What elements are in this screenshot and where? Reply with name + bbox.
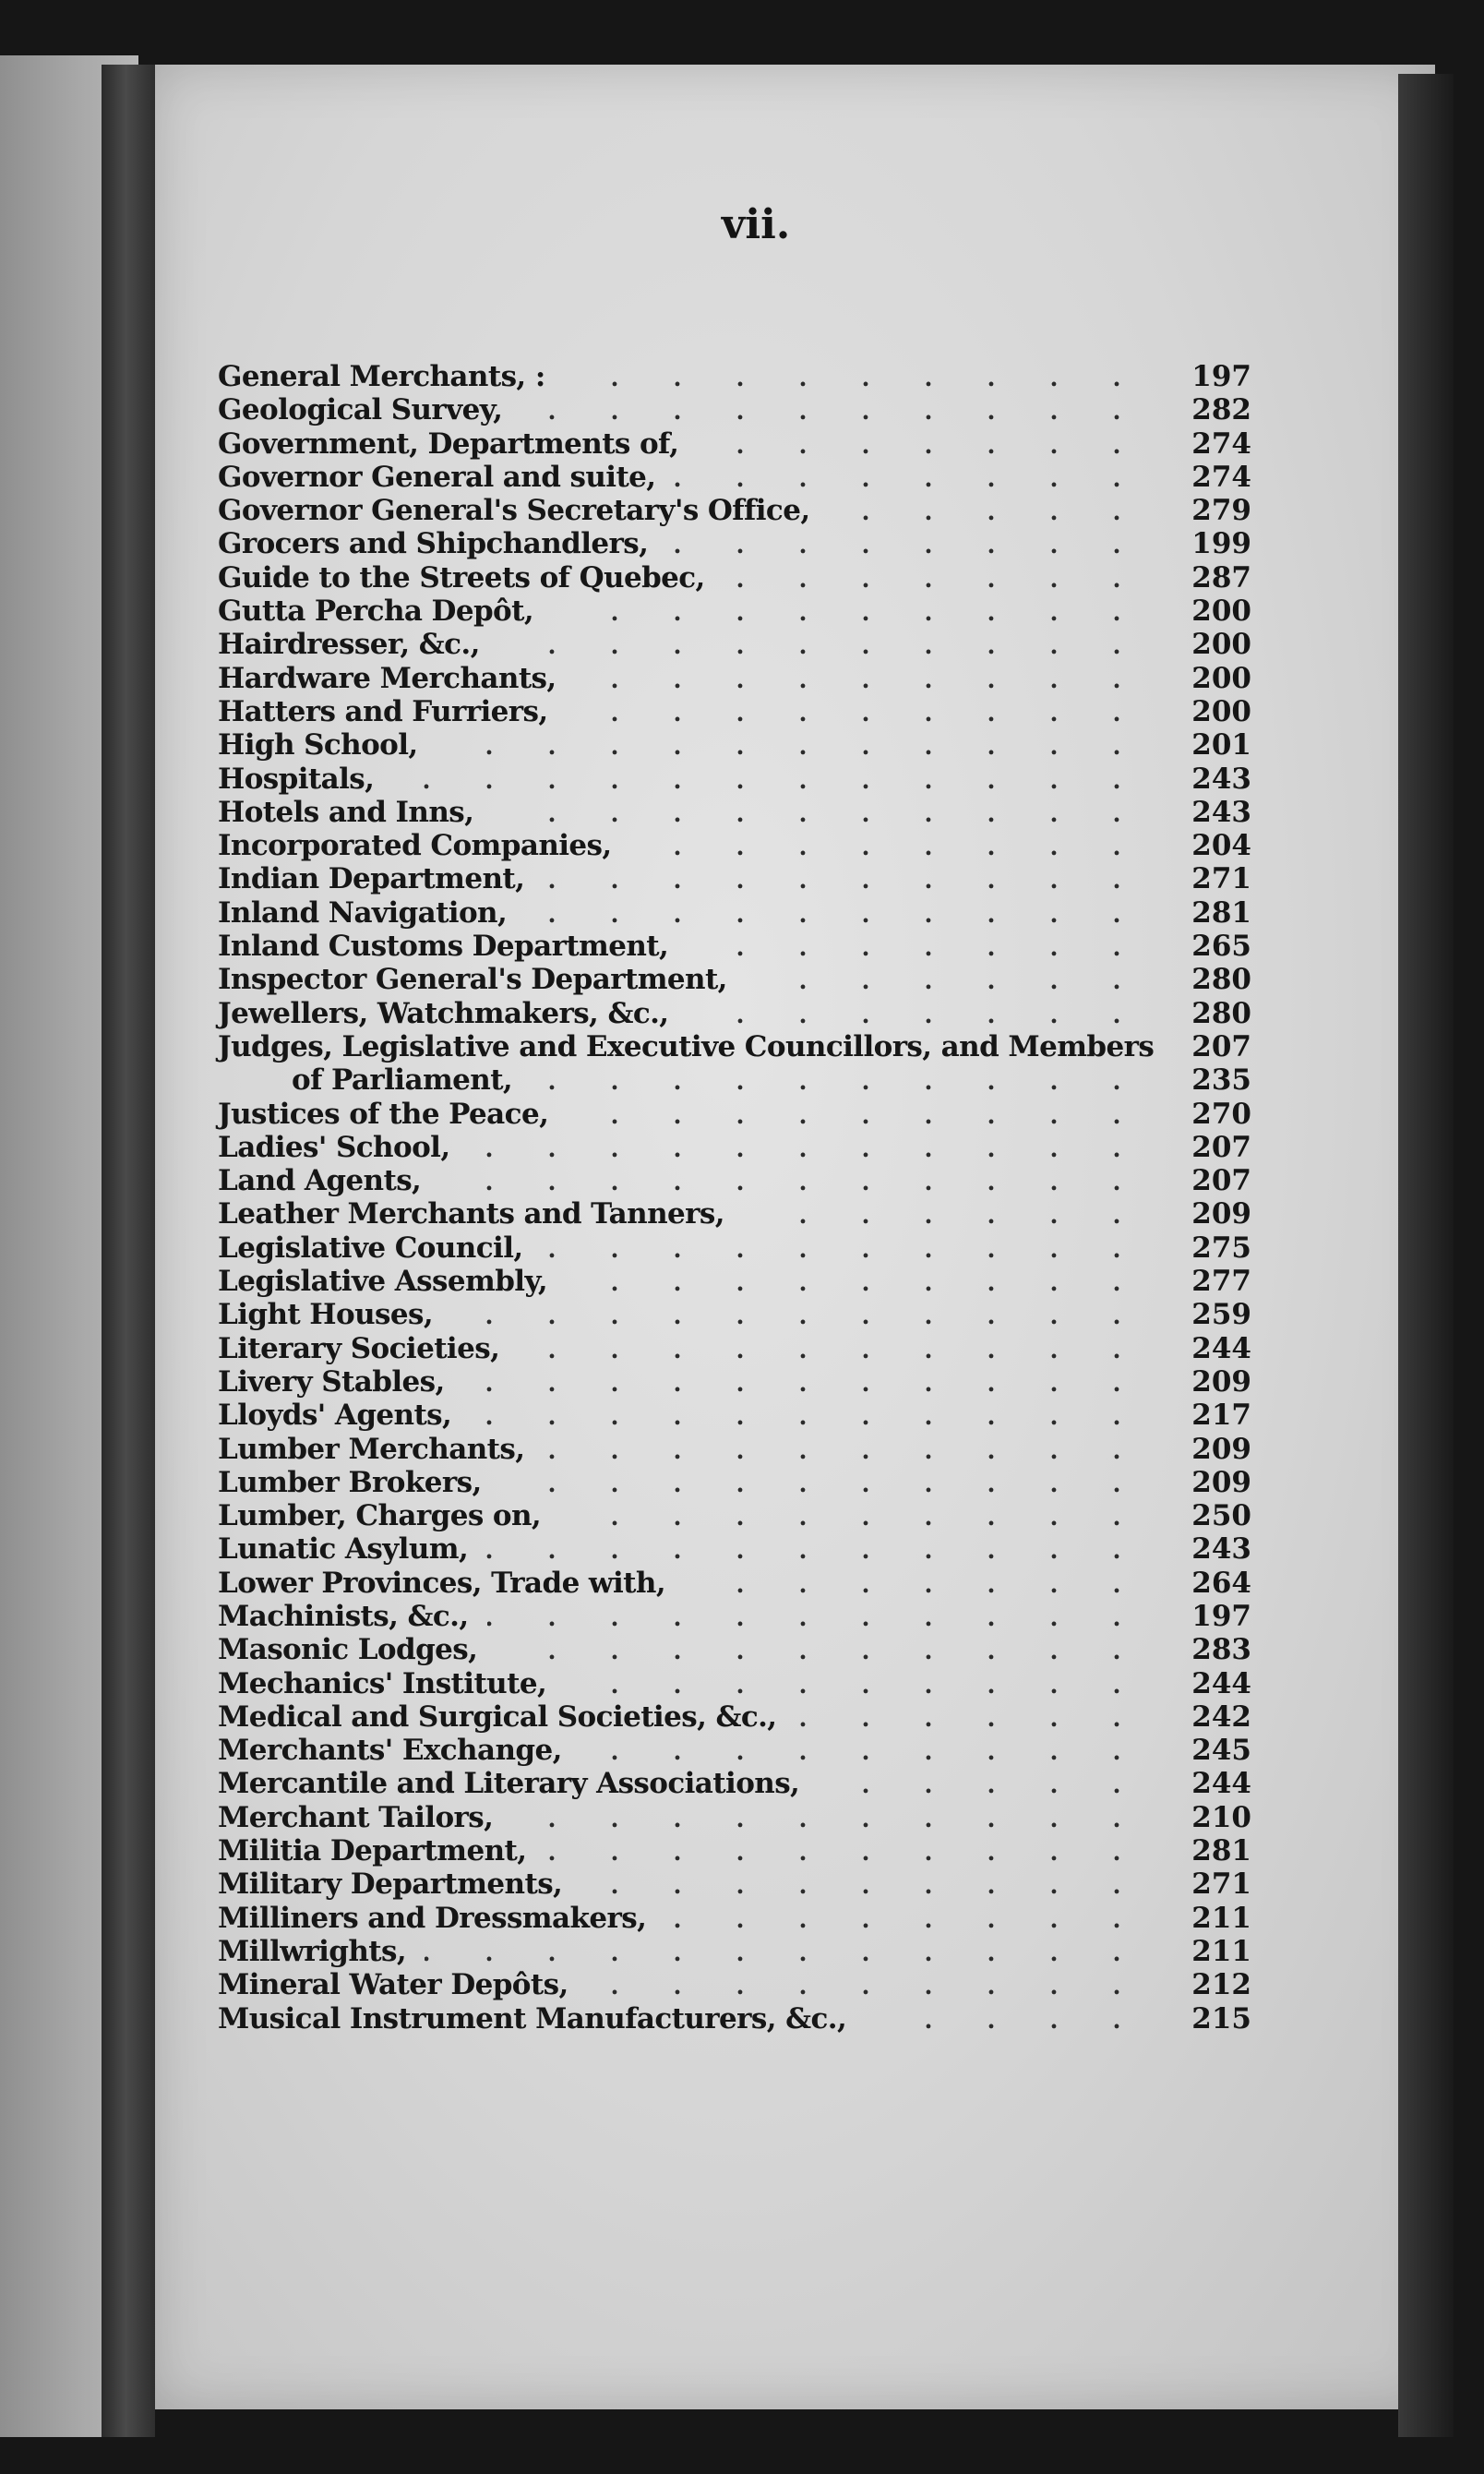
index-entry-title: Ladies' School, (218, 1130, 450, 1164)
index-entry-page: 275 (1191, 1231, 1251, 1265)
index-entry-title: Literary Societies, (218, 1331, 500, 1365)
dot-leader (425, 1935, 1178, 1968)
index-entry-title: Lumber Brokers, (218, 1465, 482, 1499)
index-entry (218, 1902, 1251, 1935)
index-entry (218, 1532, 1251, 1566)
index-entry-page: 209 (1191, 1465, 1251, 1499)
index-entry-title: Inland Navigation, (218, 895, 508, 930)
index-entry (218, 1030, 1251, 1063)
index-entry-page: 199 (1191, 527, 1251, 561)
dot-leader (675, 461, 1178, 494)
dot-leader (511, 1801, 1178, 1834)
index-entry (218, 1164, 1251, 1197)
dot-leader (743, 1197, 1178, 1231)
index-entry-page: 200 (1191, 594, 1251, 629)
page-number: vii. (721, 201, 791, 248)
dot-leader (567, 1098, 1178, 1131)
index-entry-title: Musical Instrument Manufacturers, &c., (218, 2001, 847, 2036)
index-entry (218, 494, 1251, 527)
dot-leader (559, 1499, 1178, 1532)
dot-leader (545, 1834, 1178, 1868)
index-entry (218, 1365, 1251, 1399)
index-entry-title: Inspector General's Department, (218, 963, 727, 997)
index-entry-title: Mechanics' Institute, (218, 1666, 547, 1700)
index-entry-title: Hatters and Furriers, (218, 694, 548, 728)
index-entry-title: Lunatic Asylum, (218, 1532, 469, 1567)
index-entry-page: 243 (1191, 1532, 1251, 1567)
index-entry-page: 274 (1191, 460, 1251, 494)
index-entry-title: Judges, Legislative and Executive Councillors, and Members (218, 1029, 1155, 1063)
index-entry-page: 282 (1191, 393, 1251, 427)
index-entry-page: 242 (1191, 1699, 1251, 1734)
index-entry-title: Hairdresser, &c., (218, 628, 480, 662)
index-entry-title: of Parliament, (292, 1063, 513, 1098)
index-entry-title: Milliners and Dressmakers, (218, 1901, 647, 1935)
dot-leader (724, 561, 1178, 594)
index-entry-page: 245 (1191, 1734, 1251, 1768)
index-entry (218, 662, 1251, 695)
index-entry (218, 561, 1251, 594)
index-entry-title: Lumber Merchants, (218, 1432, 525, 1466)
index-entry (218, 763, 1251, 796)
index-entry (218, 829, 1251, 862)
index-entry (218, 1063, 1251, 1097)
index-list (218, 360, 1251, 2036)
index-entry-page: 277 (1191, 1265, 1251, 1299)
index-entry-title: Hotels and Inns, (218, 795, 474, 829)
index-entry (218, 1633, 1251, 1666)
index-entry-title: General Merchants, : (218, 360, 545, 393)
dot-leader (587, 1968, 1178, 2001)
index-entry-page: 281 (1191, 1834, 1251, 1868)
index-entry-title: Militia Department, (218, 1834, 527, 1868)
index-entry (218, 628, 1251, 661)
dot-leader (525, 896, 1178, 930)
index-entry-title: High School, (218, 728, 418, 763)
dot-leader (542, 1231, 1178, 1265)
index-entry-page: 250 (1191, 1499, 1251, 1533)
dot-leader (392, 763, 1178, 796)
index-entry-title: Light Houses, (218, 1298, 434, 1332)
index-entry-page: 274 (1191, 426, 1251, 461)
dot-leader (565, 1667, 1178, 1700)
index-entry (218, 1968, 1251, 2001)
index-entry (218, 896, 1251, 930)
index-entry (218, 695, 1251, 728)
index-entry (218, 997, 1251, 1030)
dot-leader (566, 1265, 1178, 1298)
index-entry-title: Justices of the Peace, (218, 1097, 549, 1131)
dot-leader (746, 963, 1178, 996)
index-entry-title: Medical and Surgical Societies, &c., (218, 1699, 777, 1734)
index-entry-title: Leather Merchants and Tanners, (218, 1197, 724, 1231)
index-entry-title: Military Departments, (218, 1868, 563, 1902)
index-entry-title: Merchants' Exchange, (218, 1734, 562, 1768)
index-entry-page: 271 (1191, 862, 1251, 896)
index-entry-title: Legislative Assembly, (218, 1265, 548, 1299)
index-entry-page: 264 (1191, 1566, 1251, 1600)
index-entry-title: Indian Department, (218, 862, 525, 896)
dot-leader (487, 1600, 1178, 1633)
index-entry-page: 210 (1191, 1800, 1251, 1834)
index-entry-page: 244 (1191, 1767, 1251, 1801)
index-entry-page: 209 (1191, 1364, 1251, 1399)
index-entry-title: Guide to the Streets of Quebec, (218, 560, 705, 594)
index-entry-page: 209 (1191, 1197, 1251, 1231)
index-entry-title: Mercantile and Literary Associations, (218, 1767, 800, 1801)
index-entry-page: 215 (1191, 2001, 1251, 2036)
index-entry (218, 360, 1251, 393)
index-entry-page: 197 (1191, 1599, 1251, 1633)
dot-leader (498, 628, 1178, 661)
index-entry (218, 862, 1251, 895)
index-entry-page: 287 (1191, 560, 1251, 594)
index-entry-page: 212 (1191, 1968, 1251, 2002)
index-entry-page: 207 (1191, 1164, 1251, 1198)
index-entry-page: 200 (1191, 694, 1251, 728)
index-entry-page: 244 (1191, 1666, 1251, 1700)
index-entry-page: 207 (1191, 1029, 1251, 1063)
index-entry (218, 1767, 1251, 1800)
index-entry (218, 1197, 1251, 1231)
index-entry-title: Hardware Merchants, (218, 661, 556, 695)
dot-leader (543, 862, 1178, 895)
index-entry (218, 1131, 1251, 1164)
index-entry (218, 393, 1251, 426)
index-entry (218, 1231, 1251, 1265)
index-entry (218, 1667, 1251, 1700)
index-entry-page: 280 (1191, 963, 1251, 997)
index-entry (218, 1834, 1251, 1868)
dot-leader (580, 1734, 1178, 1767)
index-entry-page: 243 (1191, 762, 1251, 796)
index-entry-title: Incorporated Companies, (218, 829, 612, 863)
index-entry (218, 1935, 1251, 1968)
index-entry (218, 728, 1251, 762)
dot-leader (865, 2002, 1178, 2036)
dot-leader (518, 1332, 1178, 1365)
index-entry (218, 796, 1251, 829)
dot-leader (796, 1700, 1178, 1734)
index-entry-page: 271 (1191, 1868, 1251, 1902)
index-entry (218, 1868, 1251, 1901)
index-entry-title: Grocers and Shipchandlers, (218, 527, 649, 561)
index-entry-page: 200 (1191, 661, 1251, 695)
index-entry-title: Government, Departments of, (218, 426, 679, 461)
index-entry-title: Governor General's Secretary's Office, (218, 494, 810, 528)
index-entry (218, 1332, 1251, 1365)
dot-leader (486, 1532, 1178, 1566)
dot-leader (664, 1902, 1178, 1935)
index-entry-title: Hospitals, (218, 762, 375, 796)
dot-leader (531, 1063, 1178, 1097)
dot-leader (451, 1298, 1178, 1331)
dot-leader (666, 527, 1178, 560)
index-entry (218, 963, 1251, 996)
dot-leader (492, 796, 1178, 829)
dot-leader (684, 1567, 1178, 1600)
index-entry-page: 201 (1191, 728, 1251, 763)
index-entry-title: Lower Provinces, Trade with, (218, 1566, 666, 1600)
index-entry-title: Gutta Percha Depôt, (218, 594, 534, 629)
index-entry-title: Land Agents, (218, 1164, 422, 1198)
index-entry-page: 204 (1191, 829, 1251, 863)
index-entry-page: 270 (1191, 1097, 1251, 1131)
index-entry (218, 1600, 1251, 1633)
index-entry-title: Geological Survey, (218, 393, 503, 427)
dot-leader (439, 1164, 1178, 1197)
index-entry (218, 2002, 1251, 2036)
index-entry-page: 209 (1191, 1432, 1251, 1466)
index-entry-title: Jewellers, Watchmakers, &c., (218, 996, 669, 1030)
page-right-edge (1398, 74, 1454, 2437)
index-entry (218, 1499, 1251, 1532)
index-entry (218, 1433, 1251, 1466)
index-entry-page: 243 (1191, 795, 1251, 829)
index-entry (218, 930, 1251, 963)
index-entry-page: 200 (1191, 628, 1251, 662)
index-entry (218, 1734, 1251, 1767)
index-entry (218, 1700, 1251, 1734)
index-entry-title: Governor General and suite, (218, 460, 656, 494)
index-entry-title: Inland Customs Department, (218, 930, 669, 964)
index-entry-title: Legislative Council, (218, 1231, 523, 1265)
index-entry-page: 259 (1191, 1298, 1251, 1332)
index-entry-page: 235 (1191, 1063, 1251, 1098)
index-entry (218, 1567, 1251, 1600)
dot-leader (687, 930, 1178, 963)
dot-leader (575, 662, 1178, 695)
index-entry (218, 461, 1251, 494)
dot-leader (688, 997, 1178, 1030)
index-entry-page: 281 (1191, 895, 1251, 930)
index-entry-title: Mineral Water Depôts, (218, 1968, 568, 2002)
index-entry (218, 1399, 1251, 1432)
index-entry (218, 1801, 1251, 1834)
index-entry-page: 279 (1191, 494, 1251, 528)
index-entry (218, 527, 1251, 560)
dot-leader (580, 1868, 1178, 1901)
index-entry-title: Lloyds' Agents, (218, 1399, 452, 1433)
dot-leader (630, 829, 1178, 862)
index-entry-page: 265 (1191, 930, 1251, 964)
index-entry (218, 1466, 1251, 1499)
index-entry-title: Merchant Tailors, (218, 1800, 494, 1834)
dot-leader (567, 695, 1178, 728)
dot-leader (543, 1433, 1178, 1466)
index-entry-page: 197 (1191, 360, 1251, 393)
index-entry-title: Masonic Lodges, (218, 1633, 478, 1667)
index-entry (218, 1265, 1251, 1298)
index-entry (218, 1098, 1251, 1131)
dot-leader (469, 1131, 1178, 1164)
dot-leader (437, 728, 1178, 762)
index-entry (218, 1298, 1251, 1331)
dot-leader (500, 1466, 1178, 1499)
index-entry (218, 594, 1251, 628)
index-entry (218, 427, 1251, 461)
dot-leader (697, 427, 1178, 461)
dot-leader (552, 594, 1178, 628)
index-entry-page: 217 (1191, 1399, 1251, 1433)
index-entry-title: Millwrights, (218, 1934, 407, 1968)
index-entry-page: 283 (1191, 1633, 1251, 1667)
dot-leader (521, 393, 1178, 426)
dot-leader (496, 1633, 1178, 1666)
index-entry-page: 211 (1191, 1934, 1251, 1968)
dot-leader (829, 494, 1178, 527)
index-entry-page: 207 (1191, 1130, 1251, 1164)
dot-leader (564, 360, 1178, 393)
index-entry-page: 280 (1191, 996, 1251, 1030)
index-entry-page: 244 (1191, 1331, 1251, 1365)
index-entry-page: 211 (1191, 1901, 1251, 1935)
index-entry-title: Machinists, &c., (218, 1599, 469, 1633)
dot-leader (463, 1365, 1178, 1399)
dot-leader (470, 1399, 1178, 1432)
dot-leader (818, 1767, 1178, 1800)
index-entry-title: Livery Stables, (218, 1364, 445, 1399)
index-entry-title: Lumber, Charges on, (218, 1499, 542, 1533)
book-gutter (102, 65, 155, 2437)
